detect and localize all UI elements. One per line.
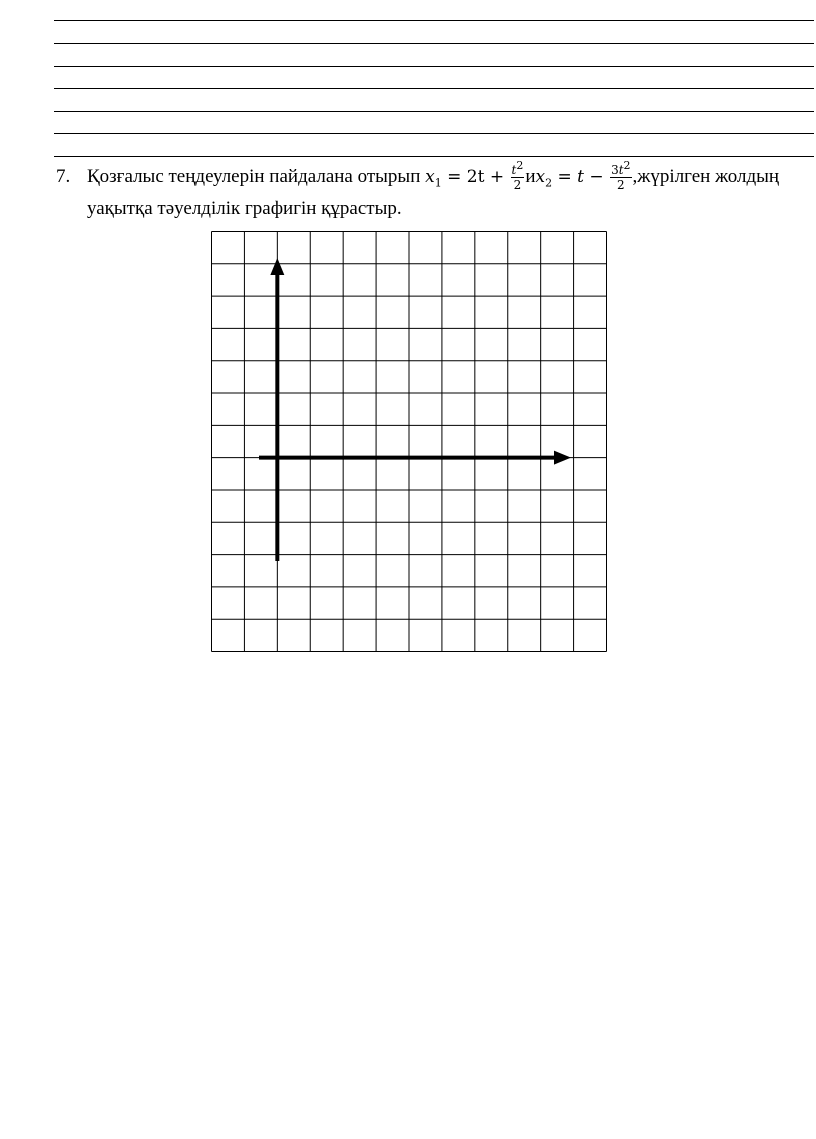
connector-and: и xyxy=(525,166,536,187)
answer-lines xyxy=(54,0,814,170)
answer-line xyxy=(54,111,814,112)
graph-grid xyxy=(211,231,607,652)
answer-line xyxy=(54,156,814,157)
task-statement xyxy=(87,161,796,225)
y-axis-arrowhead xyxy=(270,258,284,275)
x-axis-arrowhead xyxy=(554,451,571,465)
answer-line xyxy=(54,133,814,134)
fraction-3t2-over-2: $\frac{3t^2}{2}$ xyxy=(611,159,631,192)
fraction-t2-over-2: $\frac{t^2}{2}$ xyxy=(511,159,524,192)
answer-line xyxy=(54,88,814,89)
task-7 xyxy=(56,161,796,225)
answer-line xyxy=(54,66,814,67)
answer-line xyxy=(54,20,814,21)
equation-x2: $x_2 = t$ − $\frac{3t^2}{2}$ xyxy=(535,159,631,192)
task-text-after: ,жүрілген жолдың уақытқа тәуелділік графигін құрастыр. xyxy=(87,166,780,219)
graph-paper xyxy=(211,231,607,652)
equation-x1: $x_1 = 2t$ + $\frac{t^2}{2}$ xyxy=(425,159,524,192)
answer-line xyxy=(54,43,814,44)
task-number: 7. xyxy=(56,166,71,187)
task-text-before: Қозғалыс теңдеулерін пайдалана отырып xyxy=(87,166,426,187)
